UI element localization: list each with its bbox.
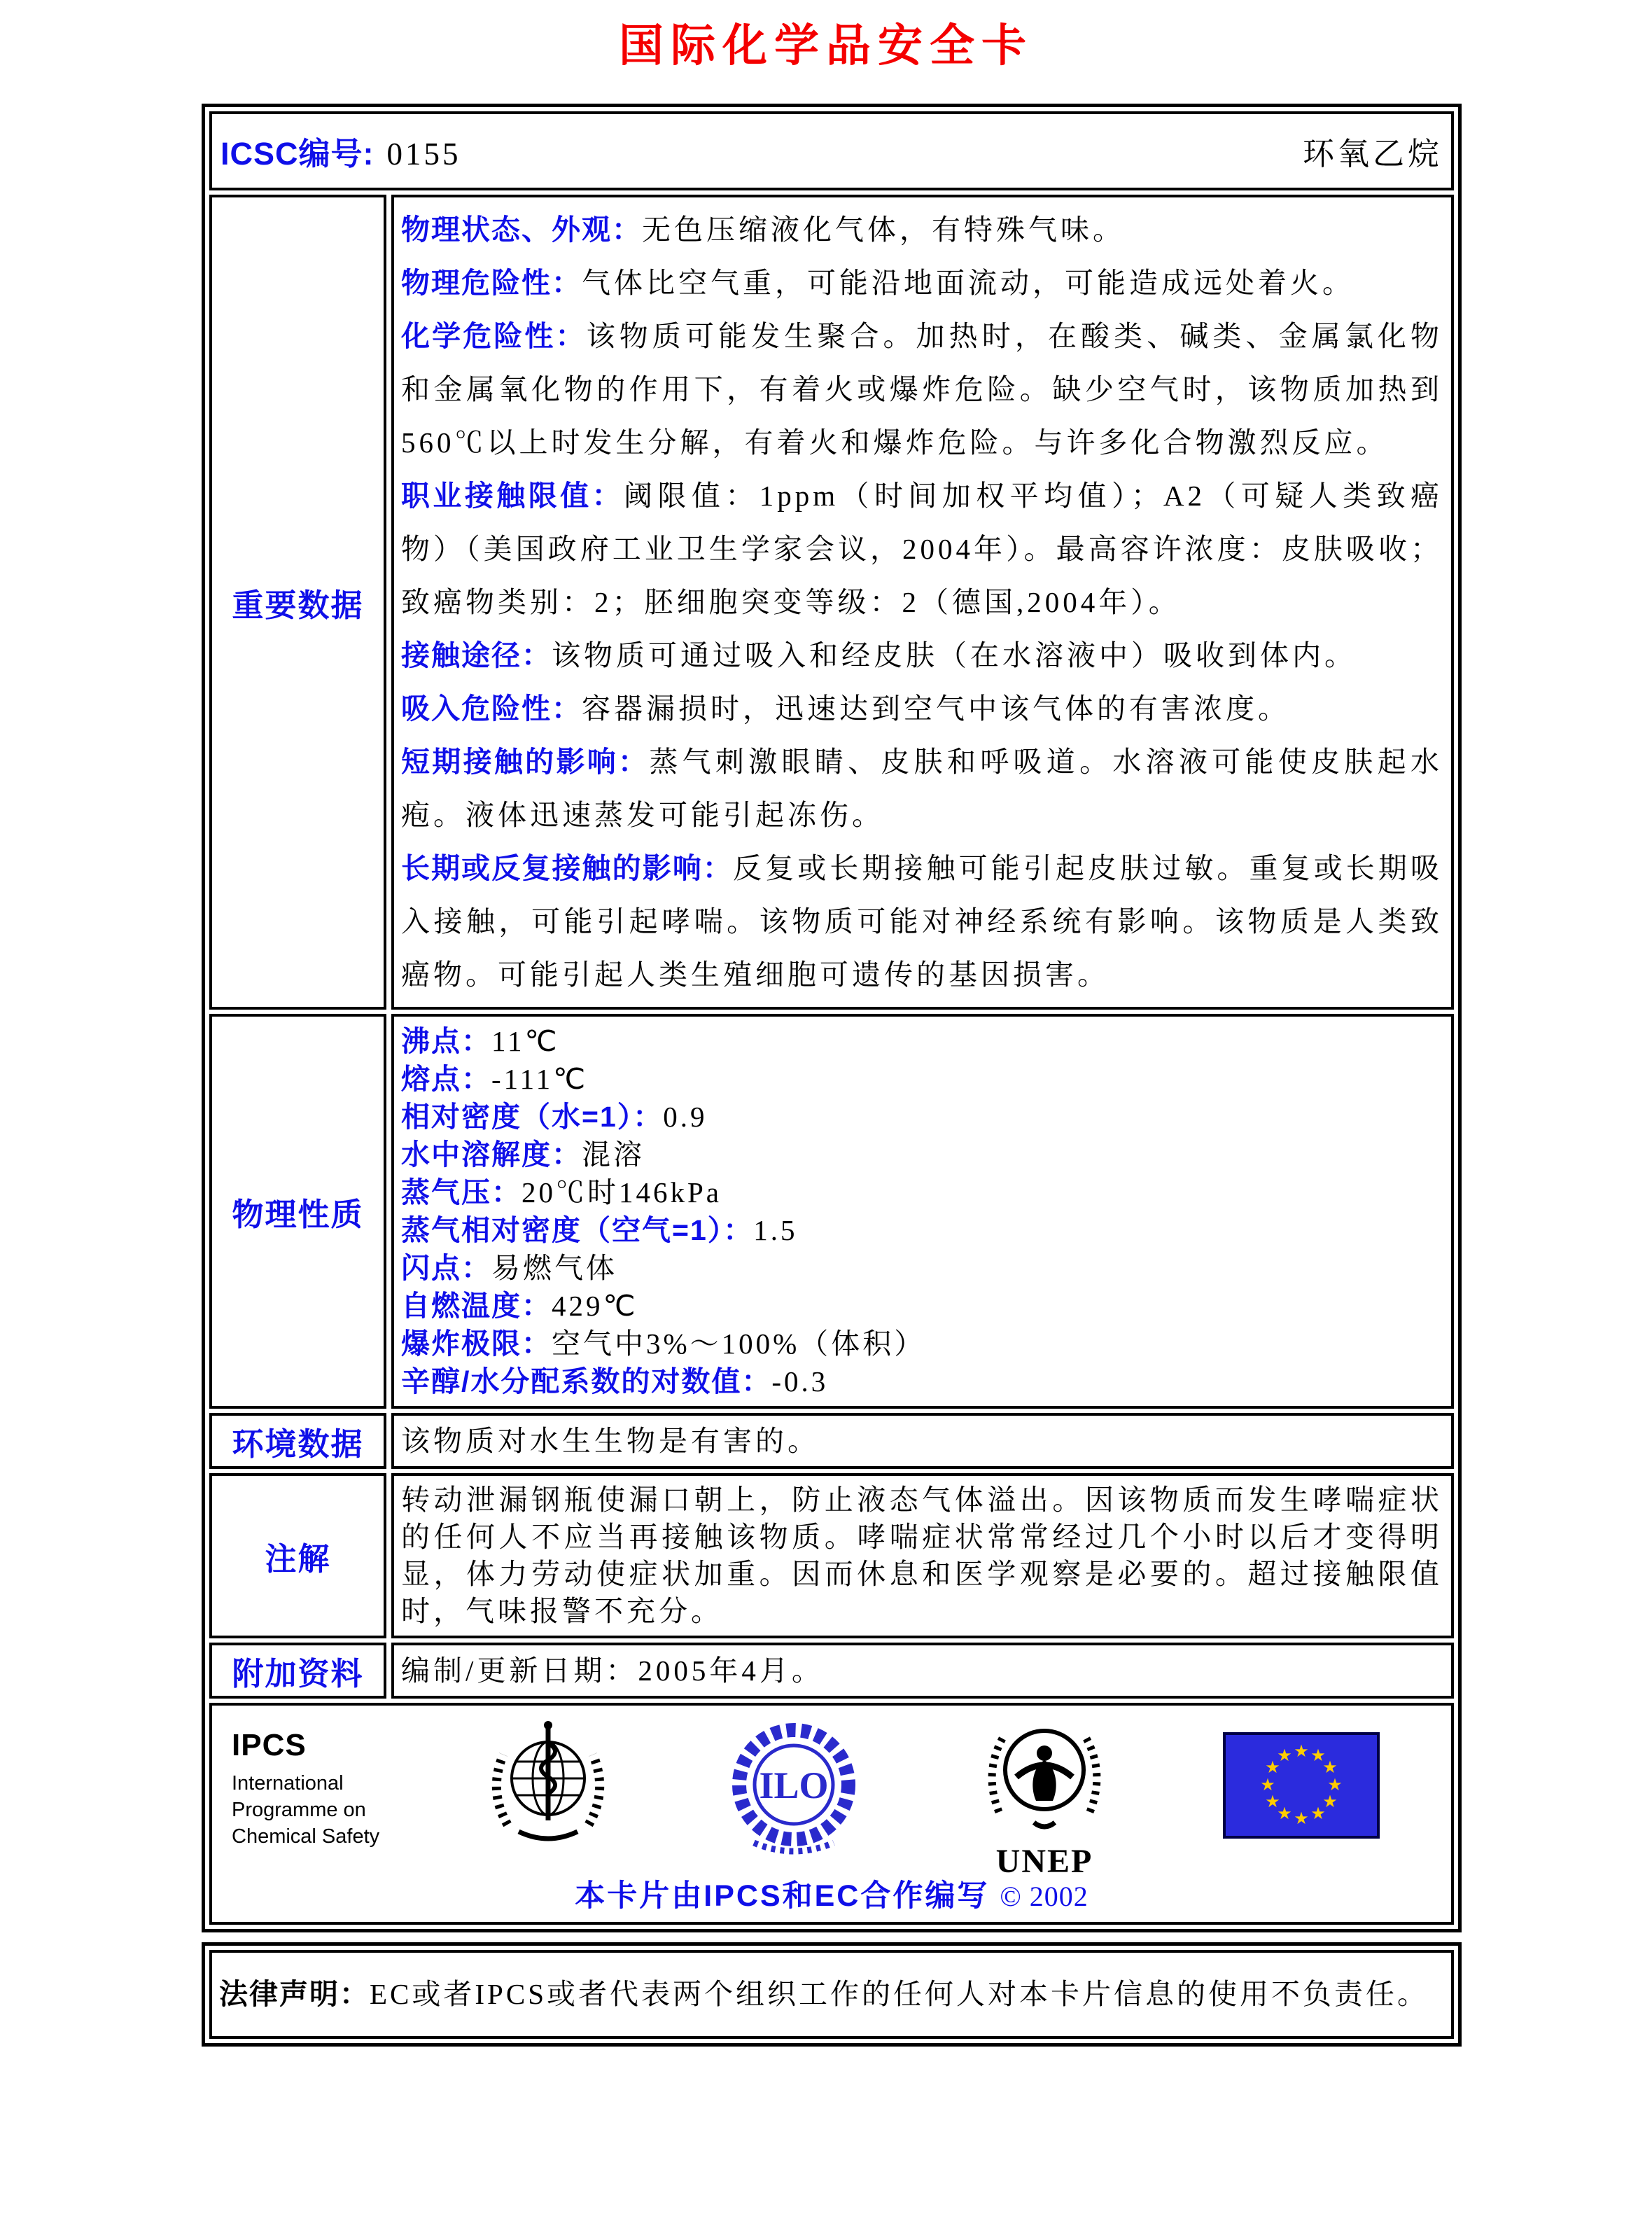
item-label: 沸点： [401,1025,491,1057]
physical-item [401,1098,1443,1136]
item-text: 429℃ [552,1290,638,1322]
item-label: 物理危险性： [401,267,582,299]
important-item [401,842,1443,1001]
item-text: 无色压缩液化气体，有特殊气味。 [642,214,1125,246]
logo-strip [220,1713,1443,1879]
important-item [401,203,1443,256]
notes-row [209,1473,1454,1638]
section-label-additional: 附加资料 [209,1643,386,1699]
icsc-number [220,128,461,174]
item-text: -0.3 [771,1365,829,1398]
item-label: 相对密度（水=1）： [401,1101,664,1133]
svg-text:★: ★ [1327,1776,1343,1795]
physical-item [401,1249,1443,1287]
important-item [401,469,1443,629]
item-text: 该物质可通过吸入和经皮肤（在水溶液中）吸收到体内。 [552,639,1357,671]
physical-item [401,1287,1443,1325]
important-item [401,682,1443,735]
important-item [401,629,1443,682]
physical-item [401,1211,1443,1249]
environment-text: 该物质对水生生物是有害的。 [401,1425,820,1457]
item-text: 气体比空气重，可能沿地面流动，可能造成远处着火。 [582,267,1354,299]
legal-label: 法律声明： [219,1978,370,2010]
svg-text:★: ★ [1260,1776,1275,1795]
physical-item [401,1022,1443,1060]
logos-cell [209,1703,1454,1925]
legal-cell [209,1950,1454,2039]
item-text: 0.9 [663,1101,708,1133]
ilo-emblem-icon [726,1717,862,1860]
copyright-text: © 2002 [1000,1881,1088,1912]
physical-item [401,1060,1443,1098]
item-label: 物理状态、外观： [401,214,642,246]
item-label: 熔点： [401,1063,491,1095]
unep-letters: UNEP [995,1843,1093,1879]
physical-item [401,1363,1443,1400]
item-label: 吸入危险性： [401,692,582,725]
item-text: 11℃ [491,1025,560,1057]
item-label: 化学危险性： [401,320,587,352]
item-label: 蒸气压： [401,1176,522,1208]
svg-text:★: ★ [1310,1747,1326,1765]
svg-text:★: ★ [1277,1805,1292,1823]
svg-text:★: ★ [1265,1759,1280,1777]
logos-row [209,1703,1454,1925]
important-item [401,256,1443,309]
section-label-important: 重要数据 [209,195,386,1010]
item-label: 爆炸极限： [401,1327,552,1360]
notes-text: 转动泄漏钢瓶使漏口朝上，防止液态气体溢出。因该物质而发生哮喘症状的任何人不应当再接触该物质。哮喘症状常常经过几个小时以后才变得明显，体力劳动使症状加重。因而休息和医学观察是必要的。超过接触限值时，气味报警不充分。 [401,1484,1443,1627]
icsc-number-label: ICSC编号: [220,136,374,172]
item-label: 水中溶解度： [401,1138,582,1171]
additional-info-content [391,1643,1454,1699]
item-label: 自燃温度： [401,1290,552,1322]
svg-text:★: ★ [1277,1747,1292,1765]
ilo-letters: ILO [759,1764,829,1806]
item-text: 该物质可能发生聚合。加热时，在酸类、碱类、金属氯化物和金属氧化物的作用下，有着火或爆炸危险。缺少空气时，该物质加热到560℃以上时发生分解，有着火和爆炸危险。与许多化合物激烈反应。 [401,320,1443,459]
who-emblem-icon [478,1714,618,1861]
additional-info-text: 编制/更新日期：2005年4月。 [401,1654,824,1687]
environmental-data-row [209,1413,1454,1469]
item-text: 反复或长期接触可能引起皮肤过敏。重复或长期吸入接触，可能引起哮喘。该物质可能对神经系统有影响。该物质是人类致癌物。可能引起人类生殖细胞可遗传的基因损害。 [401,852,1443,991]
icsc-number-value: 0155 [386,137,461,172]
item-label: 接触途径： [401,639,552,671]
physical-item [401,1325,1443,1363]
item-text: 容器漏损时，迅速达到空气中该气体的有害浓度。 [582,692,1290,725]
legal-text: EC或者IPCS或者代表两个组织工作的任何人对本卡片信息的使用不负责任。 [370,1978,1429,2010]
item-text: 混溶 [582,1138,645,1171]
physical-item [401,1136,1443,1173]
page-title: 国际化学品安全卡 [619,20,1033,71]
ipcs-block [232,1728,407,1850]
header-cell [209,111,1454,190]
additional-info-row [209,1643,1454,1699]
important-item [401,309,1443,469]
caption-text: 本卡片由IPCS和EC合作编写 [575,1879,990,1913]
unep-emblem-icon [978,1714,1111,1879]
header-row [209,111,1454,190]
svg-text:★: ★ [1294,1743,1309,1761]
item-text: 蒸气刺激眼睛、皮肤和呼吸道。水溶液可能使皮肤起水疱。液体迅速蒸发可能引起冻伤。 [401,746,1443,831]
item-text: 1.5 [753,1214,798,1246]
item-label: 闪点： [401,1252,491,1284]
item-text: 20℃时146kPa [522,1176,722,1208]
item-label: 短期接触的影响： [401,746,650,778]
environmental-data-content [391,1413,1454,1469]
item-label: 长期或反复接触的影响： [401,852,734,884]
cooperation-caption [220,1872,1443,1915]
item-text: 空气中3%～100%（体积） [552,1327,926,1360]
important-item [401,735,1443,842]
ipcs-subtitle: International Programme on Chemical Safety [232,1772,380,1848]
legal-table [202,1942,1462,2047]
item-label: 职业接触限值： [401,480,624,512]
svg-text:★: ★ [1322,1793,1338,1811]
eu-flag-icon [1223,1732,1380,1839]
legal-row [209,1950,1454,2039]
section-label-environment: 环境数据 [209,1413,386,1469]
item-text: 易燃气体 [491,1252,617,1284]
physical-properties-row [209,1014,1454,1409]
section-label-physical: 物理性质 [209,1014,386,1409]
ipcs-title: IPCS [232,1728,307,1762]
notes-content [391,1473,1454,1638]
section-label-notes: 注解 [209,1473,386,1638]
physical-item [401,1173,1443,1211]
item-text: 阈限值：1ppm（时间加权平均值）；A2（可疑人类致癌物）（美国政府工业卫生学家会议，2004年）。最高容许浓度：皮肤吸收；致癌物类别：2；胚细胞突变等级：2（德国,2004年）。 [401,480,1443,618]
card-table [202,104,1462,1932]
svg-text:★: ★ [1294,1810,1309,1828]
physical-properties-content [391,1014,1454,1409]
important-data-row [209,195,1454,1010]
svg-text:★: ★ [1322,1759,1338,1777]
item-text: -111℃ [491,1063,589,1095]
item-label: 辛醇/水分配系数的对数值： [401,1365,772,1398]
item-label: 蒸气相对密度（空气=1）： [401,1214,754,1246]
svg-text:★: ★ [1310,1805,1326,1823]
chemical-name: 环氧乙烷 [1302,137,1443,172]
important-data-content [391,195,1454,1010]
svg-text:★: ★ [1265,1793,1280,1811]
